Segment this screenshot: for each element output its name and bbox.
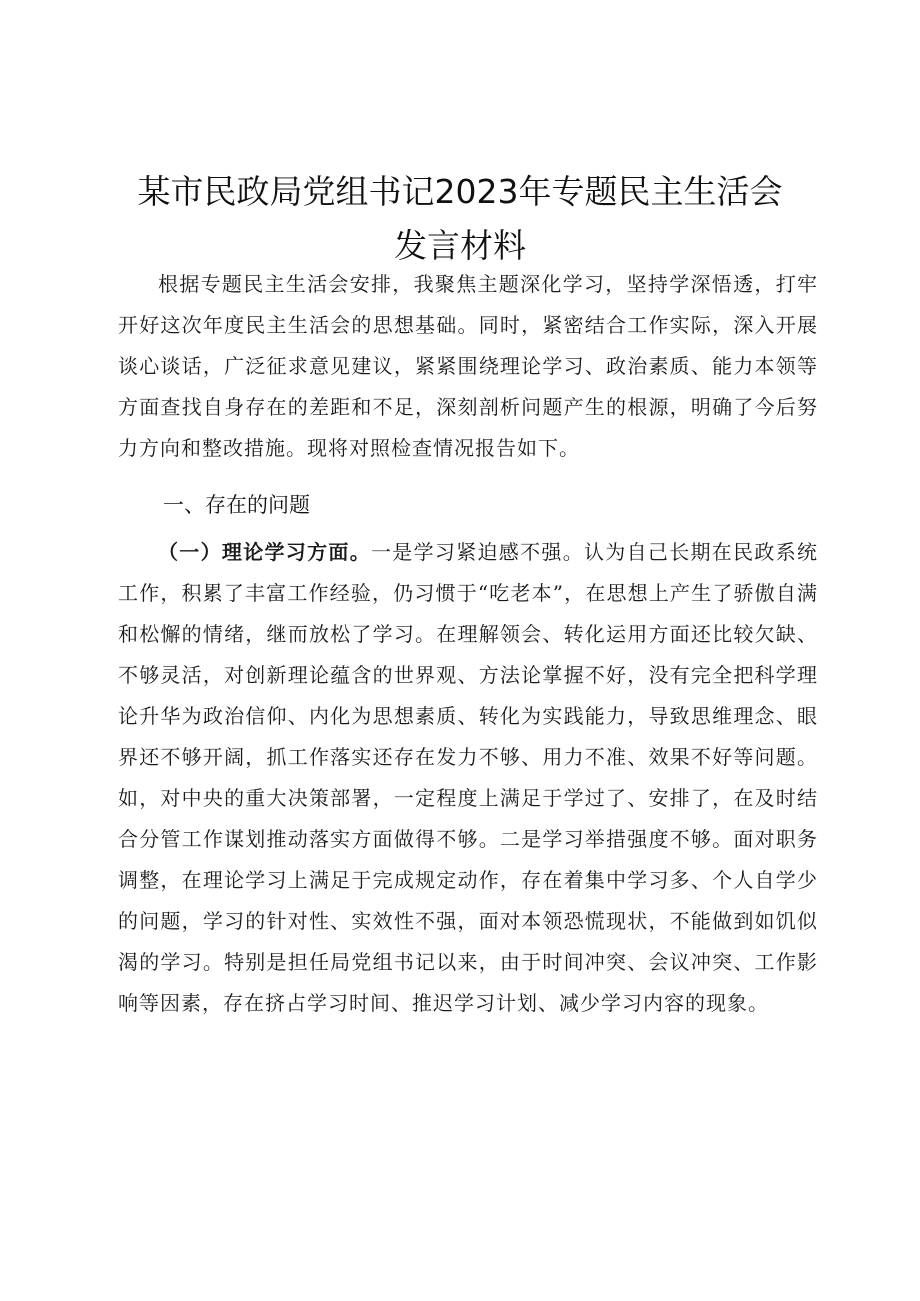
subsection-lead: （一）理论学习方面。 — [158, 540, 371, 564]
subsection-text: 一是学习紧迫感不强。认为自己长期在民政系统工作，积累了丰富工作经验，仍习惯于“吃老本”，在思想上产生了骄傲自满和松懈的情绪，继而放松了学习。在理解领会、转化运用方面还比较欠缺、不够灵活，对创新理论蕴含的世界观、方法论掌握不好，没有完全把科学理论升华为政治信仰、内化为思想素质、转化为实践能力，导致思维理念、眼界还不够开阔，抓工作落实还存在发力不够、用力不准、效果不好等问题。如，对中央的重大决策部署，一定程度上满足于学过了、安排了，在及时结合分管工作谋划推动落实方面做得不够。二是学习举措强度不够。面对职务调整，在理论学习上满足于完成规定动作，存在着集中学习多、个人自学少的问题，学习的针对性、实效性不强，面对本领恐慌现状，不能做到如饥似渴的学习。特别是担任局党组书记以来，由于时间冲突、会议冲突、工作影响等因素，存在挤占学习时间、推迟学习计划、减少学习内容的现象。 — [118, 540, 818, 1015]
intro-paragraph-block — [118, 264, 818, 469]
subsection-theory-study-paragraph — [118, 532, 818, 1024]
document-title-line1: 某市民政局党组书记2023年专题民主生活会 — [137, 172, 783, 211]
intro-paragraph: 根据专题民主生活会安排，我聚焦主题深化学习，坚持学深悟透，打牢开好这次年度民主生活会的思想基础。同时，紧密结合工作实际，深入开展谈心谈话，广泛征求意见建议，紧紧围绕理论学习、政治素质、能力本领等方面查找自身存在的差距和不足，深刻剖析问题产生的根源，明确了今后努力方向和整改措施。现将对照检查情况报告如下。 — [118, 272, 818, 460]
document-title-line2: 发言材料 — [394, 226, 526, 265]
subsection-theory-study — [118, 532, 818, 1024]
section-heading-problems: 一、存在的问题 — [163, 493, 310, 517]
